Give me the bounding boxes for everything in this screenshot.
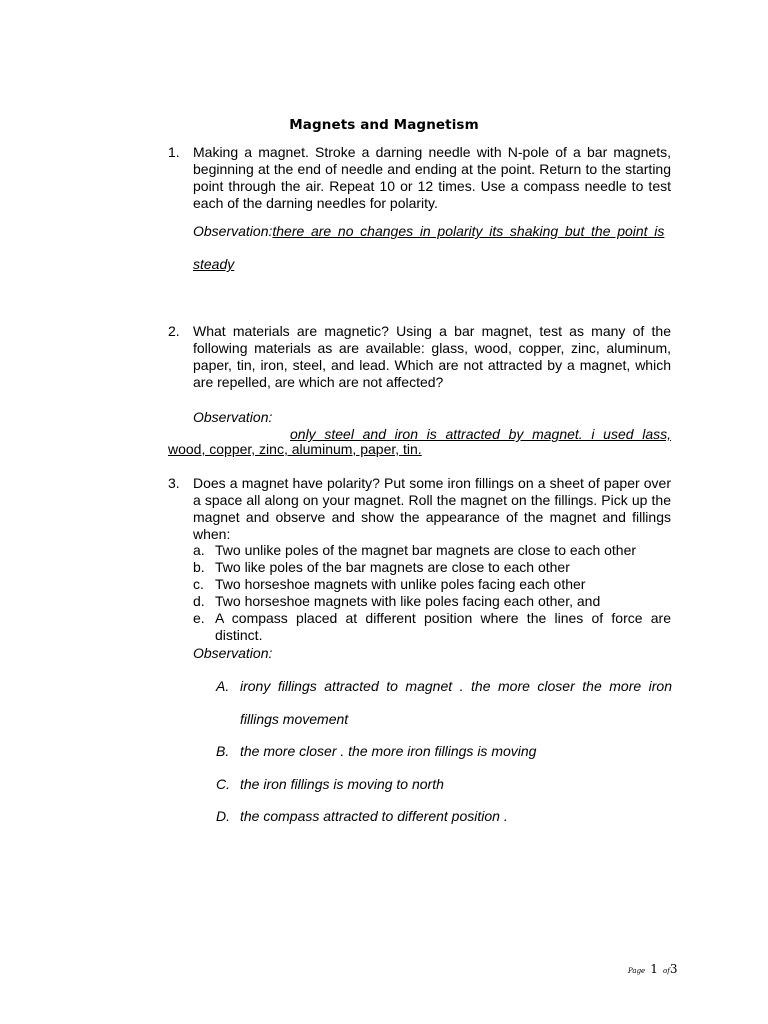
- subitem-text: Two horseshoe magnets with like poles facing each other, and: [215, 593, 601, 609]
- item-2-observation-answer-text: only steel and iron is attracted by magnet. i used lass,: [290, 426, 671, 442]
- item-3-number: 3.: [168, 475, 180, 491]
- subitem-text: Two like poles of the bar magnets are close to each other: [215, 559, 570, 575]
- subitem-text: Two horseshoe magnets with unlike poles facing each other: [215, 576, 586, 592]
- item-1-text: Making a magnet. Stroke a darning needle with N-pole of a bar magnets, beginning at the end of needle and ending at the point. Return to the starting point through the air. Repeat 10 or 12 times. Use a compass needle to test each of the darning needles for polarity.: [193, 144, 671, 211]
- page-number-footer: [628, 958, 677, 977]
- subitem-letter: d.: [193, 593, 205, 609]
- subitem-letter: b.: [193, 559, 205, 575]
- subitem-text: A compass placed at different position where the lines of force are: [215, 610, 671, 626]
- answer-letter: D.: [216, 808, 230, 824]
- answer-letter: C.: [216, 776, 230, 792]
- item-2-text: What materials are magnetic? Using a bar magnet, test as many of the following materials as are available: glass, wood, copper, zinc, aluminum, paper, tin, iron, steel, and lead. Which are not attracted by a magnet, which are repelled, are which are not affected?: [193, 323, 671, 390]
- list-item-continuation: [193, 627, 671, 644]
- subitem-text-line2: distinct.: [215, 627, 263, 643]
- list-item: [193, 610, 671, 627]
- item-1-observation-answer-line2: steady: [193, 256, 235, 272]
- item-1-observation-answer: there are no changes in polarity its shaking but the point is: [272, 223, 665, 239]
- list-item: [193, 593, 671, 610]
- item-1-observation: [193, 223, 664, 240]
- item-2-observation-answer-line2: wood, copper, zinc, aluminum, paper, tin.: [168, 441, 422, 457]
- of-word: of: [663, 967, 670, 975]
- answer-text-line2: fillings movement: [240, 711, 349, 727]
- page-number: 1: [650, 962, 658, 976]
- answer-text: the compass attracted to different position .: [240, 808, 508, 824]
- page-word: Page: [628, 967, 646, 975]
- answer-letter: B.: [216, 743, 230, 759]
- item-3-text: Does a magnet have polarity? Put some iron fillings on a sheet of paper over a space all along on your magnet. Roll the magnet on the fillings. Pick up the magnet and observe and show the appearance of the magnet and fillings when:: [193, 475, 671, 542]
- document-title: Magnets and Magnetism: [289, 117, 479, 133]
- total-pages: 3: [669, 962, 678, 976]
- item-1-observation-label: Observation:: [193, 223, 273, 239]
- item-3-observation-label: Observation:: [193, 645, 273, 661]
- answer-letter: A.: [216, 678, 230, 694]
- subitem-letter: e.: [193, 610, 205, 626]
- answer-text: irony fillings attracted to magnet . the more closer the more iron: [240, 678, 672, 694]
- item-2-observation-label: Observation:: [193, 409, 273, 425]
- list-item: [193, 576, 671, 593]
- item-1-number: 1.: [168, 144, 180, 160]
- item-2-observation: [193, 409, 671, 442]
- answer-text: the more closer . the more iron fillings is moving: [240, 743, 537, 759]
- list-item: [193, 542, 671, 559]
- item-3-subitems: [193, 542, 671, 644]
- answer-text: the iron fillings is moving to north: [240, 776, 444, 792]
- item-2-number: 2.: [168, 323, 180, 339]
- subitem-letter: a.: [193, 542, 205, 558]
- subitem-letter: c.: [193, 576, 204, 592]
- subitem-text: Two unlike poles of the magnet bar magnets are close to each other: [215, 542, 637, 558]
- list-item: [193, 559, 671, 576]
